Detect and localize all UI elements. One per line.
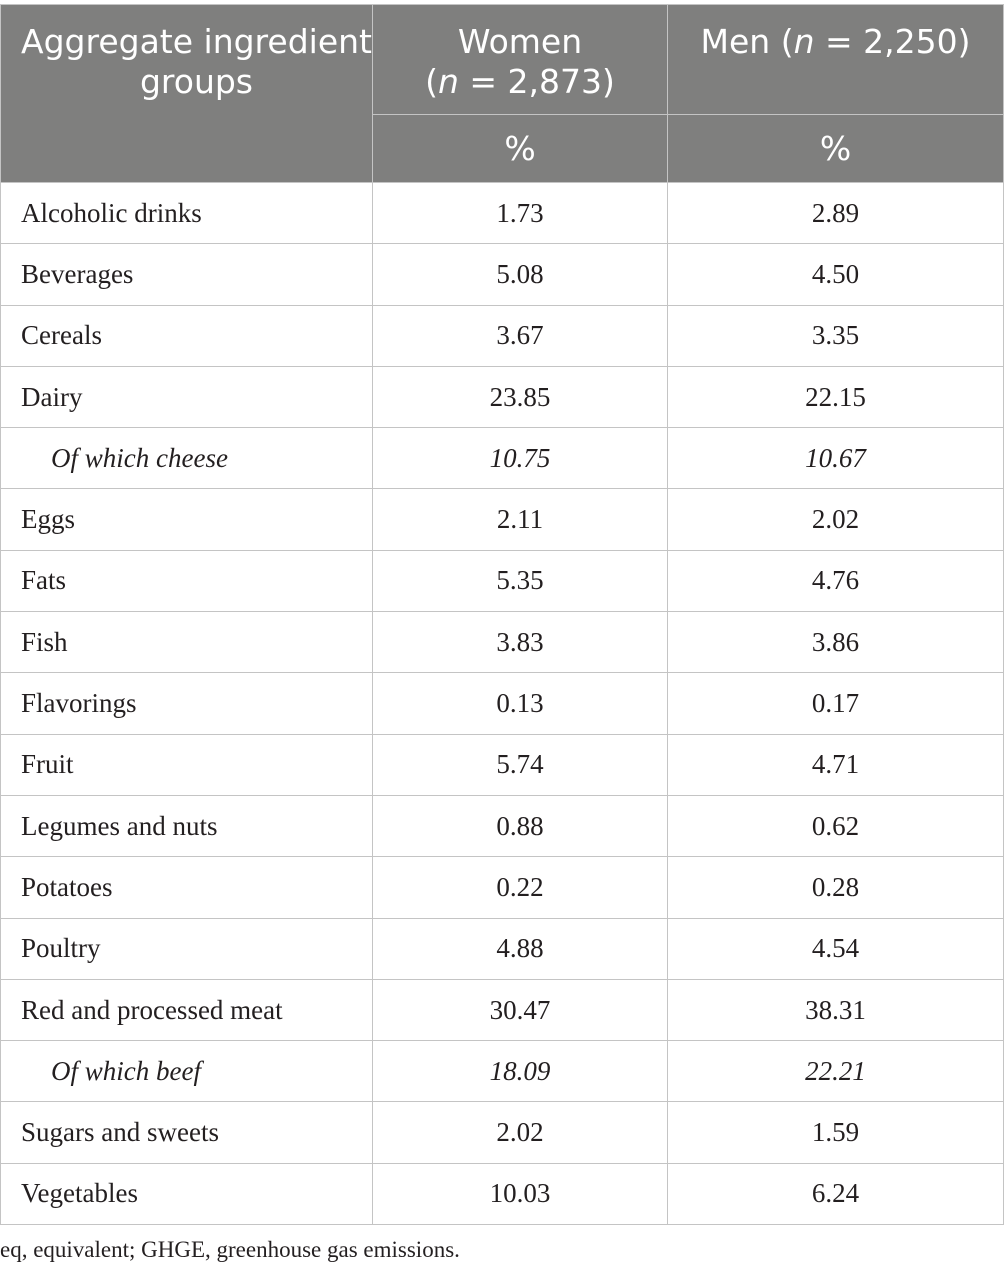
row-group-label: Alcoholic drinks xyxy=(1,183,373,244)
row-women-value: 10.03 xyxy=(373,1163,668,1224)
ingredient-groups-table xyxy=(0,4,1004,1225)
row-group-label: Fats xyxy=(1,550,373,611)
row-men-value: 4.76 xyxy=(668,550,1004,611)
table-row xyxy=(1,918,1004,979)
row-group-label: Fruit xyxy=(1,734,373,795)
unit-header-men: % xyxy=(668,115,1004,183)
table-row xyxy=(1,734,1004,795)
table-footnote: eq, equivalent; GHGE, greenhouse gas emissions. xyxy=(0,1237,460,1262)
row-women-value: 18.09 xyxy=(373,1041,668,1102)
row-women-value: 0.88 xyxy=(373,795,668,856)
column-header-men xyxy=(668,5,1004,115)
women-n-value: = 2,873) xyxy=(458,62,615,101)
row-women-value: 3.83 xyxy=(373,612,668,673)
column-header-groups xyxy=(1,5,373,183)
row-group-label: Red and processed meat xyxy=(1,979,373,1040)
row-women-value: 5.08 xyxy=(373,244,668,305)
men-label: Men ( xyxy=(700,22,794,61)
row-men-value: 1.59 xyxy=(668,1102,1004,1163)
row-women-value: 2.11 xyxy=(373,489,668,550)
table-row xyxy=(1,1163,1004,1224)
row-group-label: Potatoes xyxy=(1,857,373,918)
table-row xyxy=(1,673,1004,734)
table-row xyxy=(1,489,1004,550)
row-group-label: Cereals xyxy=(1,305,373,366)
row-group-label: Fish xyxy=(1,612,373,673)
row-women-value: 10.75 xyxy=(373,428,668,489)
men-n-value: = 2,250) xyxy=(814,22,971,61)
row-group-label: Beverages xyxy=(1,244,373,305)
row-men-value: 0.62 xyxy=(668,795,1004,856)
row-men-value: 3.86 xyxy=(668,612,1004,673)
row-men-value: 4.54 xyxy=(668,918,1004,979)
row-men-value: 22.15 xyxy=(668,366,1004,427)
women-label: Women xyxy=(457,22,583,61)
row-women-value: 5.35 xyxy=(373,550,668,611)
row-men-value: 2.02 xyxy=(668,489,1004,550)
table-subrow xyxy=(1,428,1004,489)
row-women-value: 5.74 xyxy=(373,734,668,795)
row-group-label: Dairy xyxy=(1,366,373,427)
row-men-value: 2.89 xyxy=(668,183,1004,244)
row-women-value: 23.85 xyxy=(373,366,668,427)
row-women-value: 2.02 xyxy=(373,1102,668,1163)
table-row xyxy=(1,612,1004,673)
men-n-var: n xyxy=(793,22,815,61)
column-header-groups-label: Aggregate ingredient groups xyxy=(21,22,372,101)
row-men-value: 4.71 xyxy=(668,734,1004,795)
table-row xyxy=(1,1102,1004,1163)
row-group-label: Sugars and sweets xyxy=(1,1102,373,1163)
row-men-value: 6.24 xyxy=(668,1163,1004,1224)
unit-header-women: % xyxy=(373,115,668,183)
column-header-women xyxy=(373,5,668,115)
row-men-value: 0.17 xyxy=(668,673,1004,734)
row-women-value: 0.22 xyxy=(373,857,668,918)
row-group-label: Vegetables xyxy=(1,1163,373,1224)
row-men-value: 4.50 xyxy=(668,244,1004,305)
row-group-label: Flavorings xyxy=(1,673,373,734)
row-group-label: Legumes and nuts xyxy=(1,795,373,856)
table-header xyxy=(1,5,1004,183)
table-row xyxy=(1,244,1004,305)
row-group-label: Poultry xyxy=(1,918,373,979)
row-women-value: 3.67 xyxy=(373,305,668,366)
row-women-value: 1.73 xyxy=(373,183,668,244)
row-men-value: 10.67 xyxy=(668,428,1004,489)
women-n-var: n xyxy=(437,62,459,101)
table-row xyxy=(1,795,1004,856)
row-men-value: 38.31 xyxy=(668,979,1004,1040)
row-group-label: Of which beef xyxy=(1,1041,373,1102)
row-group-label: Of which cheese xyxy=(1,428,373,489)
row-men-value: 0.28 xyxy=(668,857,1004,918)
table-row xyxy=(1,366,1004,427)
row-group-label: Eggs xyxy=(1,489,373,550)
table-body xyxy=(1,183,1004,1225)
table-subrow xyxy=(1,1041,1004,1102)
table-row xyxy=(1,550,1004,611)
table-row xyxy=(1,979,1004,1040)
row-women-value: 4.88 xyxy=(373,918,668,979)
table-row xyxy=(1,183,1004,244)
table-row xyxy=(1,305,1004,366)
table-row xyxy=(1,857,1004,918)
row-women-value: 30.47 xyxy=(373,979,668,1040)
row-men-value: 3.35 xyxy=(668,305,1004,366)
row-women-value: 0.13 xyxy=(373,673,668,734)
row-men-value: 22.21 xyxy=(668,1041,1004,1102)
women-n-open: ( xyxy=(425,62,438,101)
